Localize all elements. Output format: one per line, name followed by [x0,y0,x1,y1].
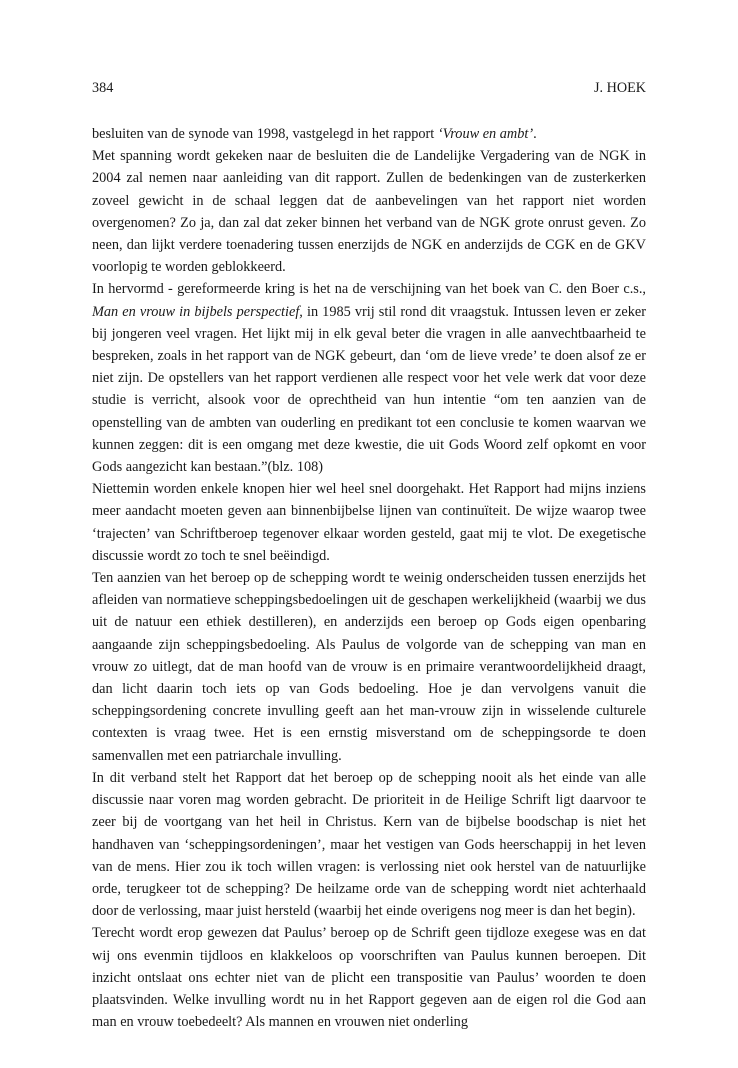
document-page [92,78,646,1033]
paragraph-3 [92,278,646,478]
paragraph-1-end: . [533,126,537,142]
page-number: 384 [92,80,114,96]
paragraph-4: Niettemin worden enkele knopen hier wel heel snel doorgehakt. Het Rapport had mijns inziens meer aandacht moeten geven aan binnenbijbelse lijnen van continuïteit. De wijze waarop twee ‘trajecten’ van Schriftberoep tegenover elkaar worden gesteld, gaat mij te vlot. De exegetische discussie wordt zo toch te snel beëindigd. [92,481,646,564]
paragraph-3-text: In hervormd - gereformeerde kring is het na de verschijning van het boek van C. den Boer c.s., [92,281,646,298]
paragraph-3-rest: in 1985 vrij stil rond dit vraagstuk. Intussen leven er zeker bij jongeren veel vragen. Het lijkt mij in elk geval beter die vragen in alle aanvechtbaarheid te bespreken, zoals in het rapport van de NGK gebeurt, dan ‘om de lieve vrede’ te doen alsof ze er niet zijn. De opstellers van het rapport verdienen alle respect voor het vele werk dat voor deze studie is verricht, alsook voor de oprechtheid van hun intentie “om ten aanzien van de openstelling van de ambten van ouderling en predikant tot een conclusie te komen waarvan we kunnen zeggen: dit is een omgang met deze kwestie, die uit Gods Woord zelf opkomt en voor Gods aangezicht kan bestaan.”(blz. 108) [92,303,646,476]
paragraph-5: Ten aanzien van het beroep op de schepping wordt te weinig onderscheiden tussen enerzijds het afleiden van normatieve scheppingsbedoelingen uit de geschapen werkelijkheid (waarbij we dus uit de natuur een ethiek destilleren), en anderzijds een beroep op Gods eigen openbaring aangaande zijn scheppingsbedoeling. Als Paulus de volgorde van de schepping van man en vrouw zo uitlegt, dat de man hoofd van de vrouw is en primaire verantwoordelijkheid draagt, dan licht daarin toch iets op van Gods bedoeling. Hoe je dan vervolgens vanuit die scheppingsordening concrete invulling geeft aan het man-vrouw zijn in wisselende culturele contexten is vraag twee. Het is een ernstig misverstand om de scheppingsorde te doen samenvallen met een patriarchale invulling. [92,570,646,764]
body-text [92,123,646,1033]
rapport-title-italic: ‘Vrouw en ambt’ [437,126,534,142]
paragraph-7: Terecht wordt erop gewezen dat Paulus’ beroep op de Schrift geen tijdloze exegese was en dat wij ons evenmin tijdloos en klakkeloos op voorschriften van Paulus kunnen beroepen. Dit inzicht ontslaat ons echter niet van de plicht een transpositie van Paulus’ woorden te doen plaatsvinden. Welke invulling wordt nu in het Rapport gegeven aan de eigen rol die God aan man en vrouw toebedeelt? Als mannen en vrouwen niet onderling [92,925,646,1031]
paragraph-1-text: besluiten van de synode van 1998, vastgelegd in het rapport [92,126,438,142]
running-title: J. HOEK [593,80,646,96]
paragraph-2: Met spanning wordt gekeken naar de besluiten die de Landelijke Vergadering van de NGK in 2004 zal nemen naar aanleiding van dit rapport. Zullen de bedenkingen van de zusterkerken zoveel gewicht in de schaal leggen dat de aanbevelingen van het rapport niet worden overgenomen? Zo ja, dan zal dat zeker binnen het verband van de NGK grote onrust geven. Zo neen, dan lijkt verdere toenadering tussen enerzijds de NGK en anderzijds de CGK en de GKV voorlopig te worden geblokkeerd. [92,148,646,276]
running-header [92,78,646,98]
paragraph-1 [92,123,646,145]
paragraph-6: In dit verband stelt het Rapport dat het beroep op de schepping nooit als het einde van alle discussie naar voren mag worden gebracht. De prioriteit in de Heilige Schrift ligt daarvoor te zeer bij de voortgang van het heil in Christus. Kern van de bijbelse boodschap is niet het handhaven van ‘scheppingsordeningen’, maar het vestigen van Gods heerschappij in het leven van de mens. Hier zou ik toch willen vragen: is verlossing niet ook herstel van de natuurlijke orde, terugkeer tot de schepping? De heilzame orde van de schepping wordt niet achterhaald door de verlossing, maar juist hersteld (waarbij het einde overigens nog meer is dan het begin). [92,769,646,920]
book-title-italic: Man en vrouw in bijbels perspectief, [92,303,303,320]
